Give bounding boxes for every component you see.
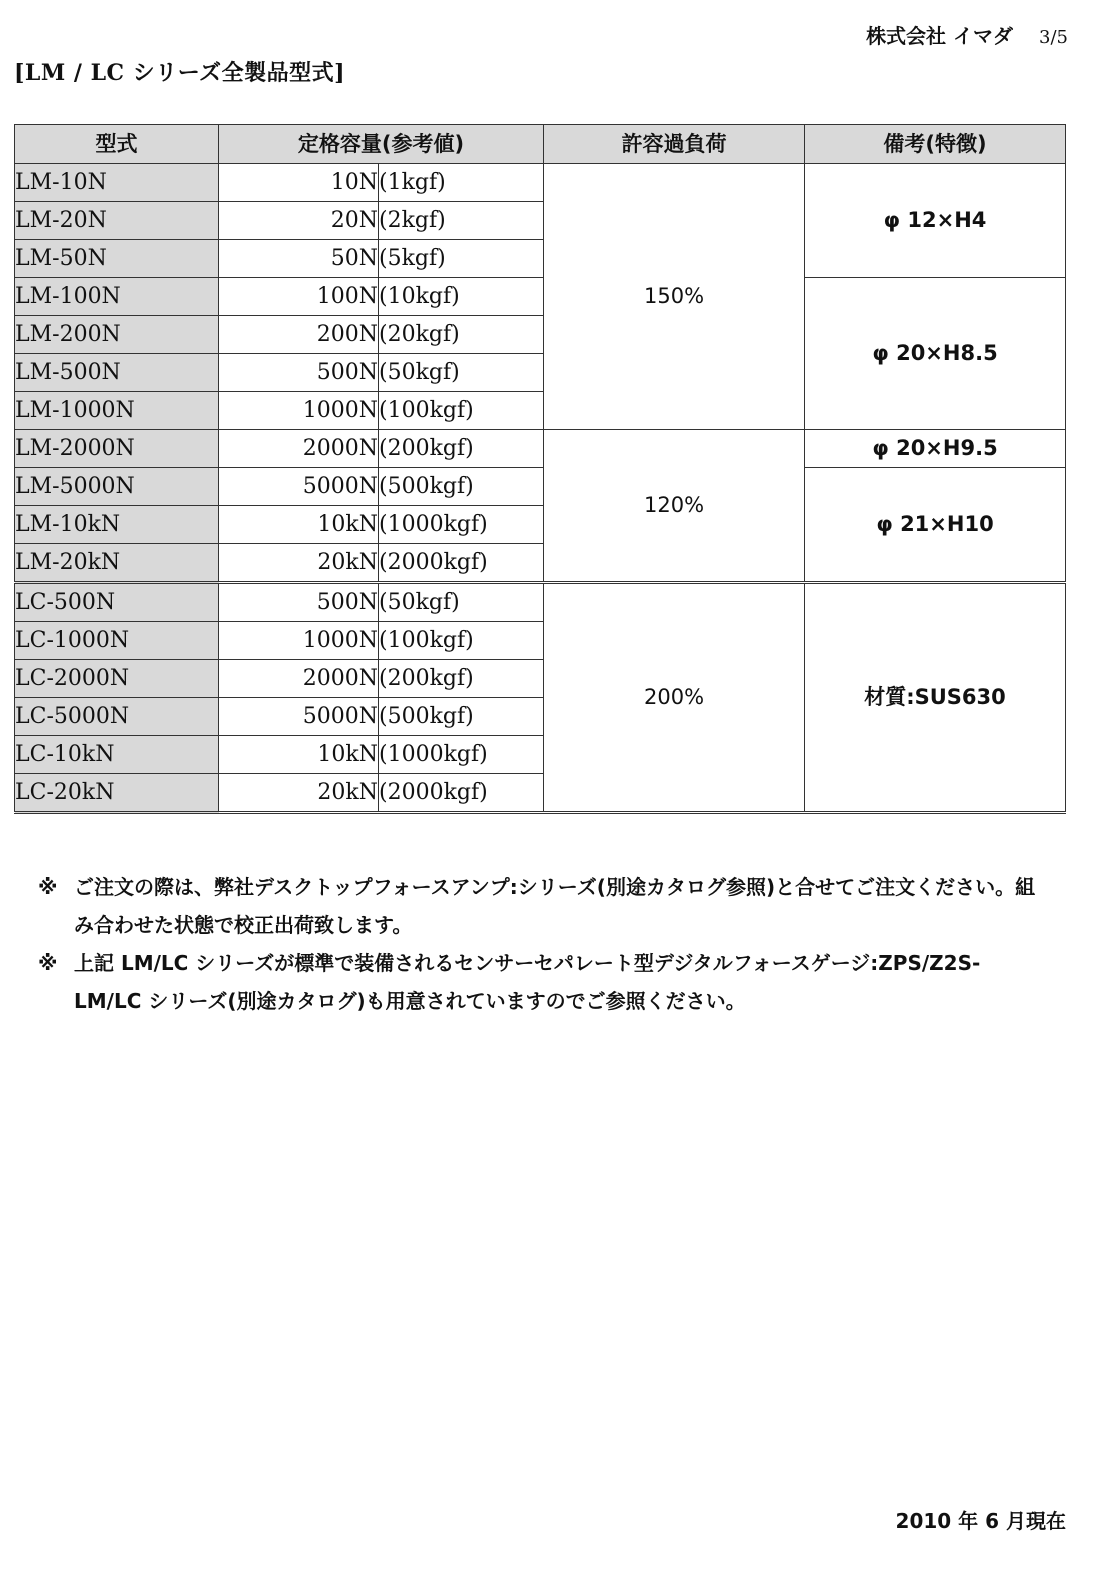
capacity-n-cell: 500N (219, 354, 379, 392)
page-header (866, 20, 1068, 49)
capacity-kgf-cell: (2000kgf) (379, 774, 544, 813)
table-row (15, 430, 1066, 468)
capacity-n-cell: 200N (219, 316, 379, 354)
model-cell: LC-1000N (15, 622, 219, 660)
model-cell: LM-20N (15, 202, 219, 240)
capacity-kgf-cell: (50kgf) (379, 583, 544, 622)
capacity-kgf-cell: (200kgf) (379, 660, 544, 698)
model-cell: LC-5000N (15, 698, 219, 736)
footnotes (38, 868, 1038, 1020)
model-cell: LM-1000N (15, 392, 219, 430)
capacity-n-cell: 20kN (219, 544, 379, 583)
capacity-kgf-cell: (100kgf) (379, 392, 544, 430)
table-row (15, 164, 1066, 202)
capacity-n-cell: 100N (219, 278, 379, 316)
capacity-kgf-cell: (500kgf) (379, 468, 544, 506)
model-cell: LC-10kN (15, 736, 219, 774)
capacity-kgf-cell: (1000kgf) (379, 736, 544, 774)
table-row (15, 278, 1066, 316)
capacity-n-cell: 10kN (219, 736, 379, 774)
capacity-n-cell: 10N (219, 164, 379, 202)
capacity-kgf-cell: (500kgf) (379, 698, 544, 736)
overload-cell: 150% (544, 164, 805, 430)
capacity-n-cell: 1000N (219, 392, 379, 430)
capacity-n-cell: 500N (219, 583, 379, 622)
note-mark: ※ (38, 875, 58, 899)
capacity-kgf-cell: (5kgf) (379, 240, 544, 278)
model-cell: LM-2000N (15, 430, 219, 468)
capacity-kgf-cell: (20kgf) (379, 316, 544, 354)
capacity-kgf-cell: (1kgf) (379, 164, 544, 202)
header-model: 型式 (15, 125, 219, 164)
capacity-n-cell: 2000N (219, 430, 379, 468)
model-cell: LM-200N (15, 316, 219, 354)
remarks-cell: φ 12×H4 (805, 164, 1066, 278)
model-cell: LC-20kN (15, 774, 219, 813)
capacity-kgf-cell: (2kgf) (379, 202, 544, 240)
model-cell: LM-10kN (15, 506, 219, 544)
model-spec-table (14, 124, 1066, 814)
remarks-cell: φ 21×H10 (805, 468, 1066, 583)
model-cell: LM-5000N (15, 468, 219, 506)
table-row (15, 583, 1066, 622)
footer-date: 2010 年 6 月現在 (895, 1509, 1066, 1533)
capacity-n-cell: 5000N (219, 698, 379, 736)
overload-cell: 200% (544, 583, 805, 813)
note-mark: ※ (38, 951, 58, 975)
capacity-n-cell: 20N (219, 202, 379, 240)
company-name: 株式会社 イマダ (866, 24, 1014, 48)
footnote-item (38, 944, 1038, 1020)
remarks-cell: φ 20×H8.5 (805, 278, 1066, 430)
overload-cell: 120% (544, 430, 805, 583)
model-cell: LC-500N (15, 583, 219, 622)
capacity-n-cell: 50N (219, 240, 379, 278)
model-cell: LM-50N (15, 240, 219, 278)
header-overload: 許容過負荷 (544, 125, 805, 164)
footnote-item (38, 868, 1038, 944)
capacity-kgf-cell: (10kgf) (379, 278, 544, 316)
header-capacity: 定格容量(参考値) (219, 125, 544, 164)
table-row (15, 468, 1066, 506)
table-header-row (15, 125, 1066, 164)
capacity-n-cell: 2000N (219, 660, 379, 698)
capacity-n-cell: 10kN (219, 506, 379, 544)
model-cell: LM-10N (15, 164, 219, 202)
remarks-cell: 材質:SUS630 (805, 583, 1066, 813)
page-number: 3/5 (1039, 27, 1068, 48)
remarks-cell: φ 20×H9.5 (805, 430, 1066, 468)
capacity-kgf-cell: (2000kgf) (379, 544, 544, 583)
capacity-kgf-cell: (200kgf) (379, 430, 544, 468)
capacity-kgf-cell: (1000kgf) (379, 506, 544, 544)
model-cell: LM-100N (15, 278, 219, 316)
header-remarks: 備考(特徴) (805, 125, 1066, 164)
note-text: 上記 LM/LC シリーズが標準で装備されるセンサーセパレート型デジタルフォースゲージ:ZPS/Z2S-LM/LC シリーズ(別途カタログ)も用意されていますのでご参照ください。 (74, 951, 981, 1013)
capacity-n-cell: 5000N (219, 468, 379, 506)
capacity-kgf-cell: (50kgf) (379, 354, 544, 392)
model-cell: LM-20kN (15, 544, 219, 583)
model-cell: LC-2000N (15, 660, 219, 698)
model-cell: LM-500N (15, 354, 219, 392)
note-text: ご注文の際は、弊社デスクトップフォースアンプ:シリーズ(別途カタログ参照)と合せてご注文ください。組み合わせた状態で校正出荷致します。 (74, 875, 1036, 937)
capacity-n-cell: 1000N (219, 622, 379, 660)
capacity-n-cell: 20kN (219, 774, 379, 813)
document-title: [LM / LC シリーズ全製品型式] (14, 60, 346, 86)
capacity-kgf-cell: (100kgf) (379, 622, 544, 660)
